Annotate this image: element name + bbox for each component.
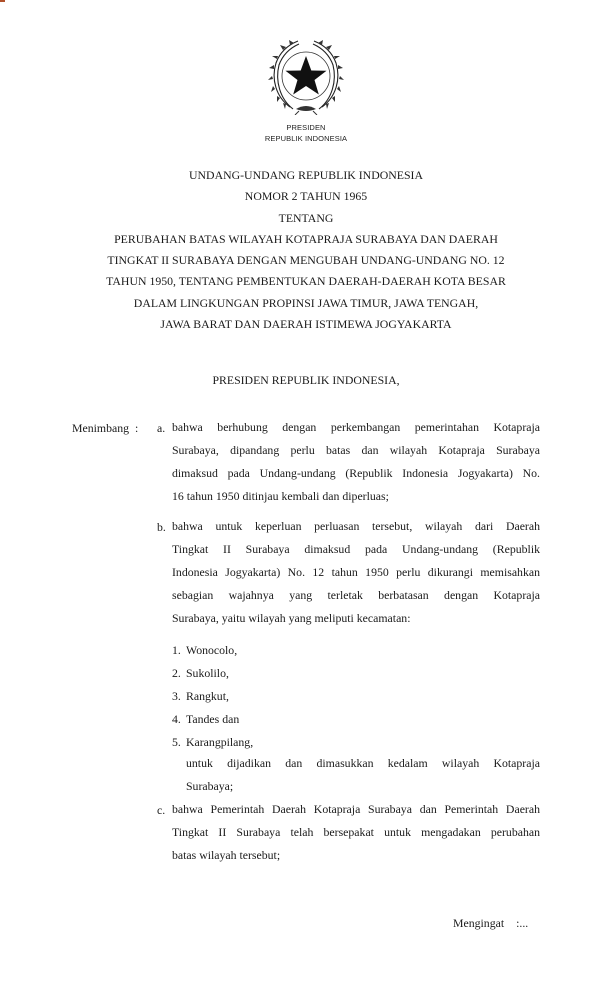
clause-b-marker: b. [157, 520, 166, 534]
next-page-indicator [453, 916, 528, 931]
list-item [172, 712, 239, 727]
list-text: Rangkut, [186, 689, 229, 703]
title-subject-line: PERUBAHAN BATAS WILAYAH KOTAPRAJA SURABAYA DAN DAERAH [114, 231, 498, 246]
clause-line: Indonesia Jogyakarta) No. 12 tahun 1950 perlu dikurangi memisahkan [172, 565, 540, 579]
list-text: Sukolilo, [186, 666, 229, 680]
clause-a-marker: a. [157, 421, 166, 435]
clause-line: batas wilayah tersebut; [172, 848, 281, 862]
clause-b-text [172, 515, 540, 630]
list-number: 2. [172, 666, 181, 680]
clause-line: Surabaya, dipandang perlu batas dan wilayah Kotapraja Surabaya [172, 443, 540, 457]
clause-line: 16 tahun 1950 ditinjau kembali dan diperluas; [172, 489, 389, 503]
title-subject-line: TAHUN 1950, TENTANG PEMBENTUKAN DAERAH-DAERAH KOTA BESAR [106, 274, 506, 289]
clause-line: Surabaya; [186, 779, 234, 793]
clause-line: Tingkat II Surabaya telah bersepakat untuk mengadakan perubahan [172, 825, 540, 839]
list-number: 3. [172, 689, 181, 703]
menimbang-label: Menimbang [72, 421, 130, 435]
clause-line: Surabaya, yaitu wilayah yang meliputi kecamatan: [172, 611, 411, 625]
preamble-heading: PRESIDEN REPUBLIK INDONESIA, [212, 373, 400, 387]
list-text: Wonocolo, [186, 643, 238, 657]
list-item [172, 735, 253, 750]
clause-c-text [172, 798, 540, 867]
clause-a-text [172, 416, 540, 508]
list-item [172, 666, 229, 681]
corner-mark [0, 0, 5, 2]
emblem-caption-line2: REPUBLIK INDONESIA [264, 134, 348, 143]
list-number: 4. [172, 712, 181, 726]
presidential-emblem-icon [268, 37, 344, 115]
title-subject-line: TINGKAT II SURABAYA DENGAN MENGUBAH UNDANG-UNDANG NO. 12 [107, 253, 505, 268]
clause-b-continuation [186, 752, 540, 798]
list-text: Tandes dan [186, 712, 240, 726]
list-item [172, 689, 229, 704]
clause-c-marker: c. [157, 803, 166, 817]
clause-line: untuk dijadikan dan dimasukkan kedalam wilayah Kotapraja [186, 756, 540, 770]
title-subject-line: JAWA BARAT DAN DAERAH ISTIMEWA JOGYAKARTA [160, 317, 452, 332]
document-title [0, 165, 612, 335]
emblem-caption-line1: PRESIDEN [286, 123, 326, 132]
list-number: 1. [172, 643, 181, 657]
clause-line: bahwa untuk keperluan perluasan tersebut, wilayah dari Daerah [172, 519, 540, 533]
next-section-suffix: :... [516, 916, 529, 930]
title-subject-line: DALAM LINGKUNGAN PROPINSI JAWA TIMUR, JAWA TENGAH, [133, 295, 479, 310]
clause-line: bahwa Pemerintah Daerah Kotapraja Surabaya dan Pemerintah Daerah [172, 802, 540, 816]
clause-line: Tingkat II Surabaya dimaksud pada Undang-undang (Republik [172, 542, 540, 556]
title-tentang: TENTANG [278, 210, 334, 225]
list-text: Karangpilang, [186, 735, 254, 749]
clause-line: sebagian wajahnya yang terletak berbatasan dengan Kotapraja [172, 588, 540, 602]
title-law-type: UNDANG-UNDANG REPUBLIK INDONESIA [189, 168, 423, 182]
list-item [172, 643, 237, 658]
title-number-year: NOMOR 2 TAHUN 1965 [244, 189, 368, 204]
next-section-label: Mengingat [453, 916, 505, 930]
clause-line: dimaksud pada Undang-undang (Republik Indonesia Jogyakarta) No. [172, 466, 540, 480]
list-number: 5. [172, 735, 181, 749]
clause-line: bahwa berhubung dengan perkembangan pemerintahan Kotapraja [172, 420, 540, 434]
menimbang-colon: : [135, 421, 139, 435]
